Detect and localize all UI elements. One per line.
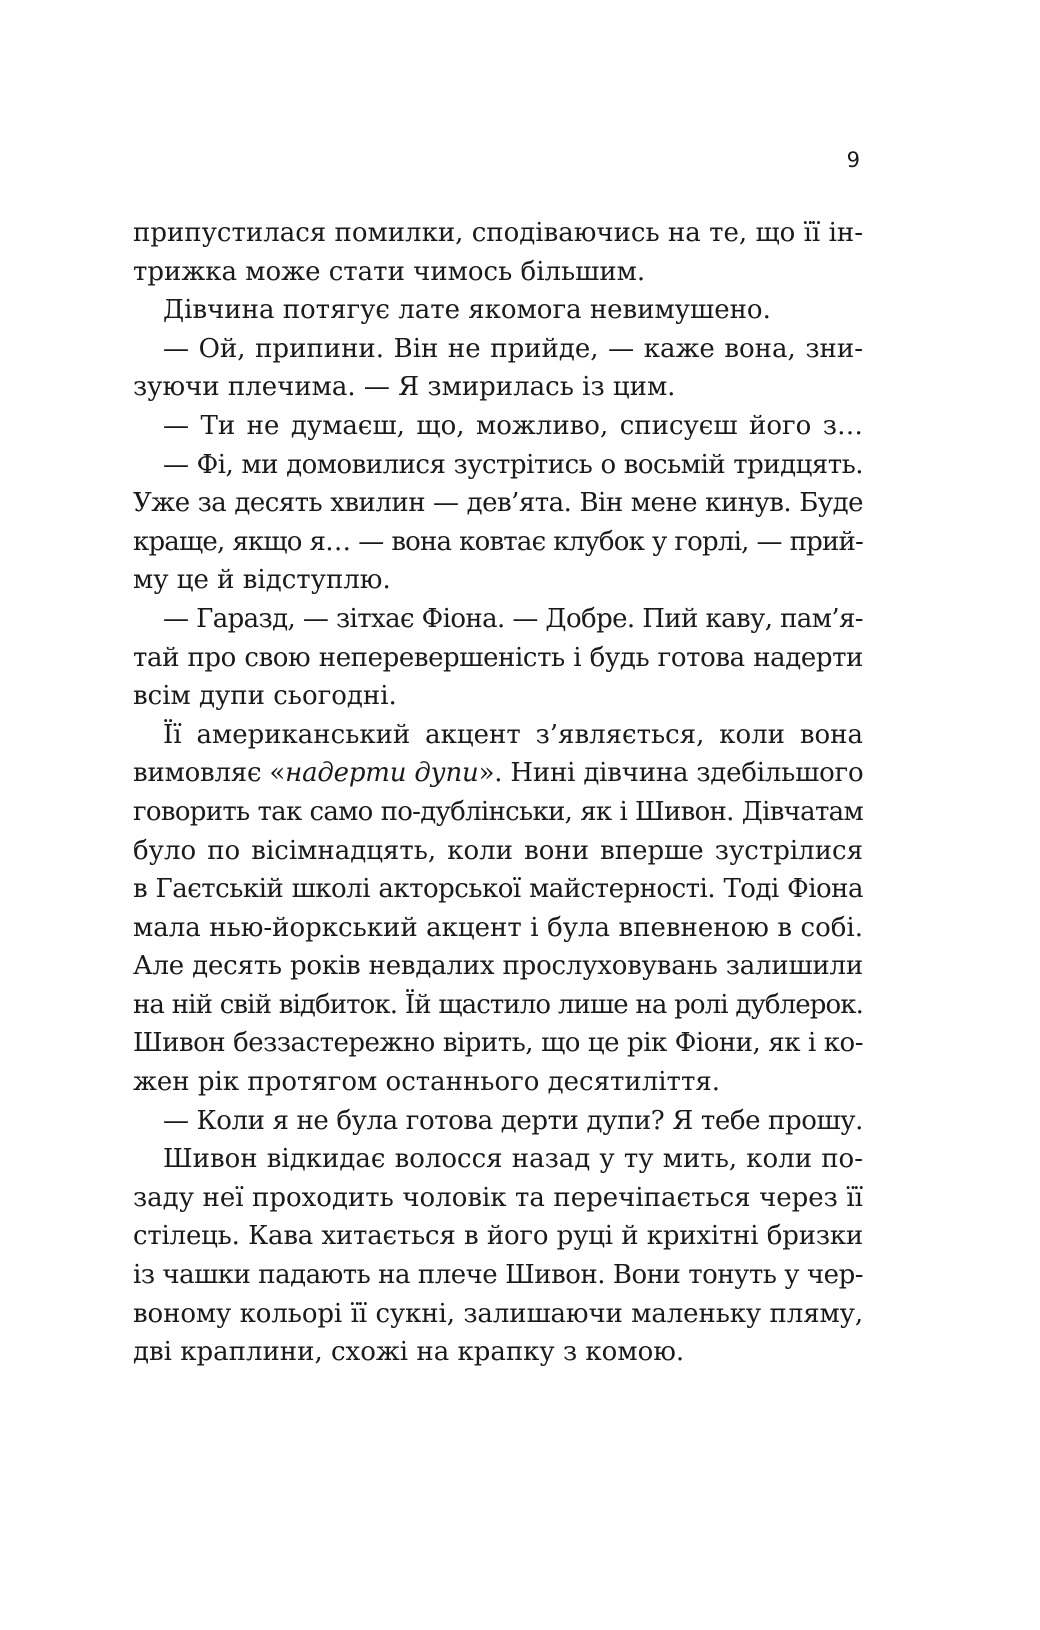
text-line: му це й відступлю. [133, 565, 391, 596]
text-line: Уже за десять хвилин — дев’ята. Він мене кинув. Буде [133, 488, 863, 519]
body-text [133, 214, 863, 1372]
text-line: всім дупи сьогодні. [133, 681, 397, 712]
text-line: Її американський акцент з’являється, коли вона [163, 719, 863, 750]
text-line: — Гаразд, — зітхає Фіона. — Добре. Пий каву, пам’я- [163, 603, 863, 634]
text-line: було по вісімнадцять, коли вони вперше зустрілися [133, 835, 863, 866]
text-line: зуючи плечима. — Я змирилась із цим. [133, 372, 676, 403]
text-line: на ній свій відбиток. Їй щастило лише на ролі дублерок. [133, 989, 863, 1020]
text-line: в Гаєтській школі акторської майстерності. Тоді Фіона [133, 874, 863, 905]
text-line: — Коли я не була готова дерти дупи? Я тебе прошу. [163, 1105, 863, 1136]
text-segment: ». Нині дівчина здебільшого [478, 758, 864, 789]
text-line [133, 754, 863, 793]
text-segment: вимовляє « [133, 758, 286, 789]
text-line: трижка може стати чимось більшим. [133, 256, 646, 287]
text-line: із чашки падають на плече Шивон. Вони тонуть у чер- [133, 1260, 863, 1291]
page-number: 9 [846, 148, 860, 172]
text-line: Але десять років невдалих прослуховувань залишили [133, 951, 863, 982]
text-line: — Ти не думаєш, що, можливо, списуєш його з… [163, 410, 863, 441]
text-line: жен рік протягом останнього десятиліття. [133, 1067, 720, 1098]
text-line: воному кольорі її сукні, залишаючи маленьку пляму, [133, 1298, 863, 1329]
text-line: Шивон відкидає волосся назад у ту мить, коли по- [163, 1144, 863, 1175]
text-line: краще, якщо я… — вона ковтає клубок у горлі, — прий- [133, 526, 863, 557]
text-line: припустилася помилки, сподіваючись на те, що її ін- [133, 218, 863, 248]
text-line: говорить так само по-дублінськи, як і Шивон. Дівчатам [133, 796, 863, 827]
text-line: дві краплини, схожі на крапку з комою. [133, 1337, 685, 1368]
text-line: стілець. Кава хитається в його руці й крихітні бризки [133, 1221, 863, 1252]
text-line: мала нью-йоркський акцент і була впевненою в собі. [133, 912, 863, 943]
text-line: — Фі, ми домовилися зустрітись о восьмій тридцять. [163, 449, 863, 480]
text-line: Дівчина потягує лате якомога невимушено. [163, 295, 771, 326]
text-line: — Ой, припини. Він не прийде, — каже вона, зни- [163, 333, 863, 364]
text-line: Шивон беззастережно вірить, що це рік Фіони, як і ко- [133, 1028, 863, 1059]
text-line: тай про свою неперевершеність і будь готова надерти [133, 642, 863, 673]
italic-phrase: надерти дупи [285, 758, 479, 789]
text-line: заду неї проходить чоловік та перечіпається через її [133, 1182, 863, 1213]
